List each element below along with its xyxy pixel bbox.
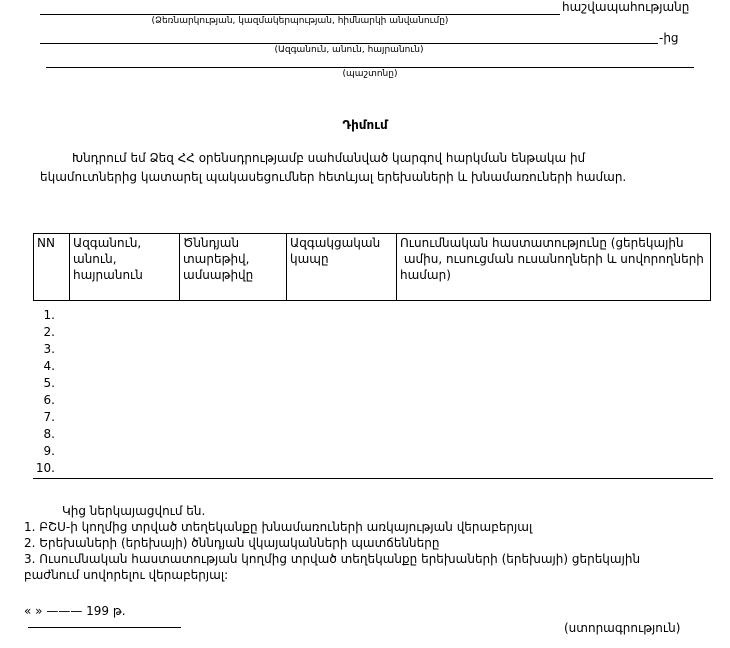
request-paragraph-line-2: եկամուտներից կատարել պակասեցումներ հետևյալ երեխաների և խնամառուների համար. <box>40 170 627 184</box>
table-row: 9. <box>43 444 55 458</box>
request-paragraph-line-1: Խնդրում եմ Ձեզ ՀՀ օրենսդրությամբ սահմանված կարգով հարկման ենթակա իմ <box>72 151 586 165</box>
table-row: 5. <box>43 376 55 390</box>
table-row: 2. <box>43 325 55 339</box>
applicant-name-line <box>40 43 658 44</box>
institution-caption: (Ձեռնարկության, կազմակերպության, հիմնարկի անվանումը) <box>151 16 449 26</box>
table-row-numbers <box>33 307 55 477</box>
enclosure-item: բաժնում սովորելու վերաբերյալ: <box>24 568 229 582</box>
table-header-row <box>34 234 711 301</box>
enclosure-item: 1. ԲՇՍ-ի կողմից տրված տեղեկանքը խնամառուների առկայության վերաբերյալ <box>24 520 533 534</box>
enclosure-item: 3. Ուսումնական հաստատության կողմից տրված տեղեկանքը երեխաների (երեխայի) ցերեկային <box>24 552 641 566</box>
applicant-name-caption: (Ազգանուն, անուն, հայրանուն) <box>274 45 424 55</box>
position-line <box>46 67 694 68</box>
table-row: 3. <box>43 342 55 356</box>
table-row: 8. <box>43 427 55 441</box>
table-row: 4. <box>43 359 55 373</box>
position-caption: (պաշտոնը) <box>342 69 398 79</box>
document-title: Դիմում <box>342 118 388 132</box>
column-header-birth-date: Ծննդյան տարեթիվ, ամսաթիվը <box>180 234 287 301</box>
dependents-table <box>33 233 711 301</box>
from-label: -ից <box>659 31 679 45</box>
date-field: « » ——— 199 թ. <box>24 604 126 618</box>
table-row: 1. <box>43 308 55 322</box>
table-bottom-line <box>33 478 713 479</box>
enclosures-heading: Կից ներկայացվում են. <box>62 504 206 518</box>
signature-caption: (ստորագրություն) <box>564 621 681 635</box>
table-row: 6. <box>43 393 55 407</box>
column-header-relationship: Ազգակցական կապը <box>287 234 397 301</box>
enclosure-item: 2. Երեխաների (երեխայի) ծննդյան վկայականների պատճենները <box>24 536 440 550</box>
table-row: 10. <box>35 461 55 475</box>
date-underline <box>28 627 181 628</box>
column-header-institution: Ուսումնական հաստատությունը (ցերեկային ամիս, ուսուցման ուսանողների և սովորողների համար) <box>397 234 711 301</box>
column-header-number: NN <box>34 234 70 301</box>
column-header-full-name: Ազգանուն, անուն, հայրանուն <box>70 234 180 301</box>
accounting-dept-label: հաշվապահությանը <box>562 0 690 14</box>
institution-line <box>40 14 560 15</box>
table-row: 7. <box>43 410 55 424</box>
